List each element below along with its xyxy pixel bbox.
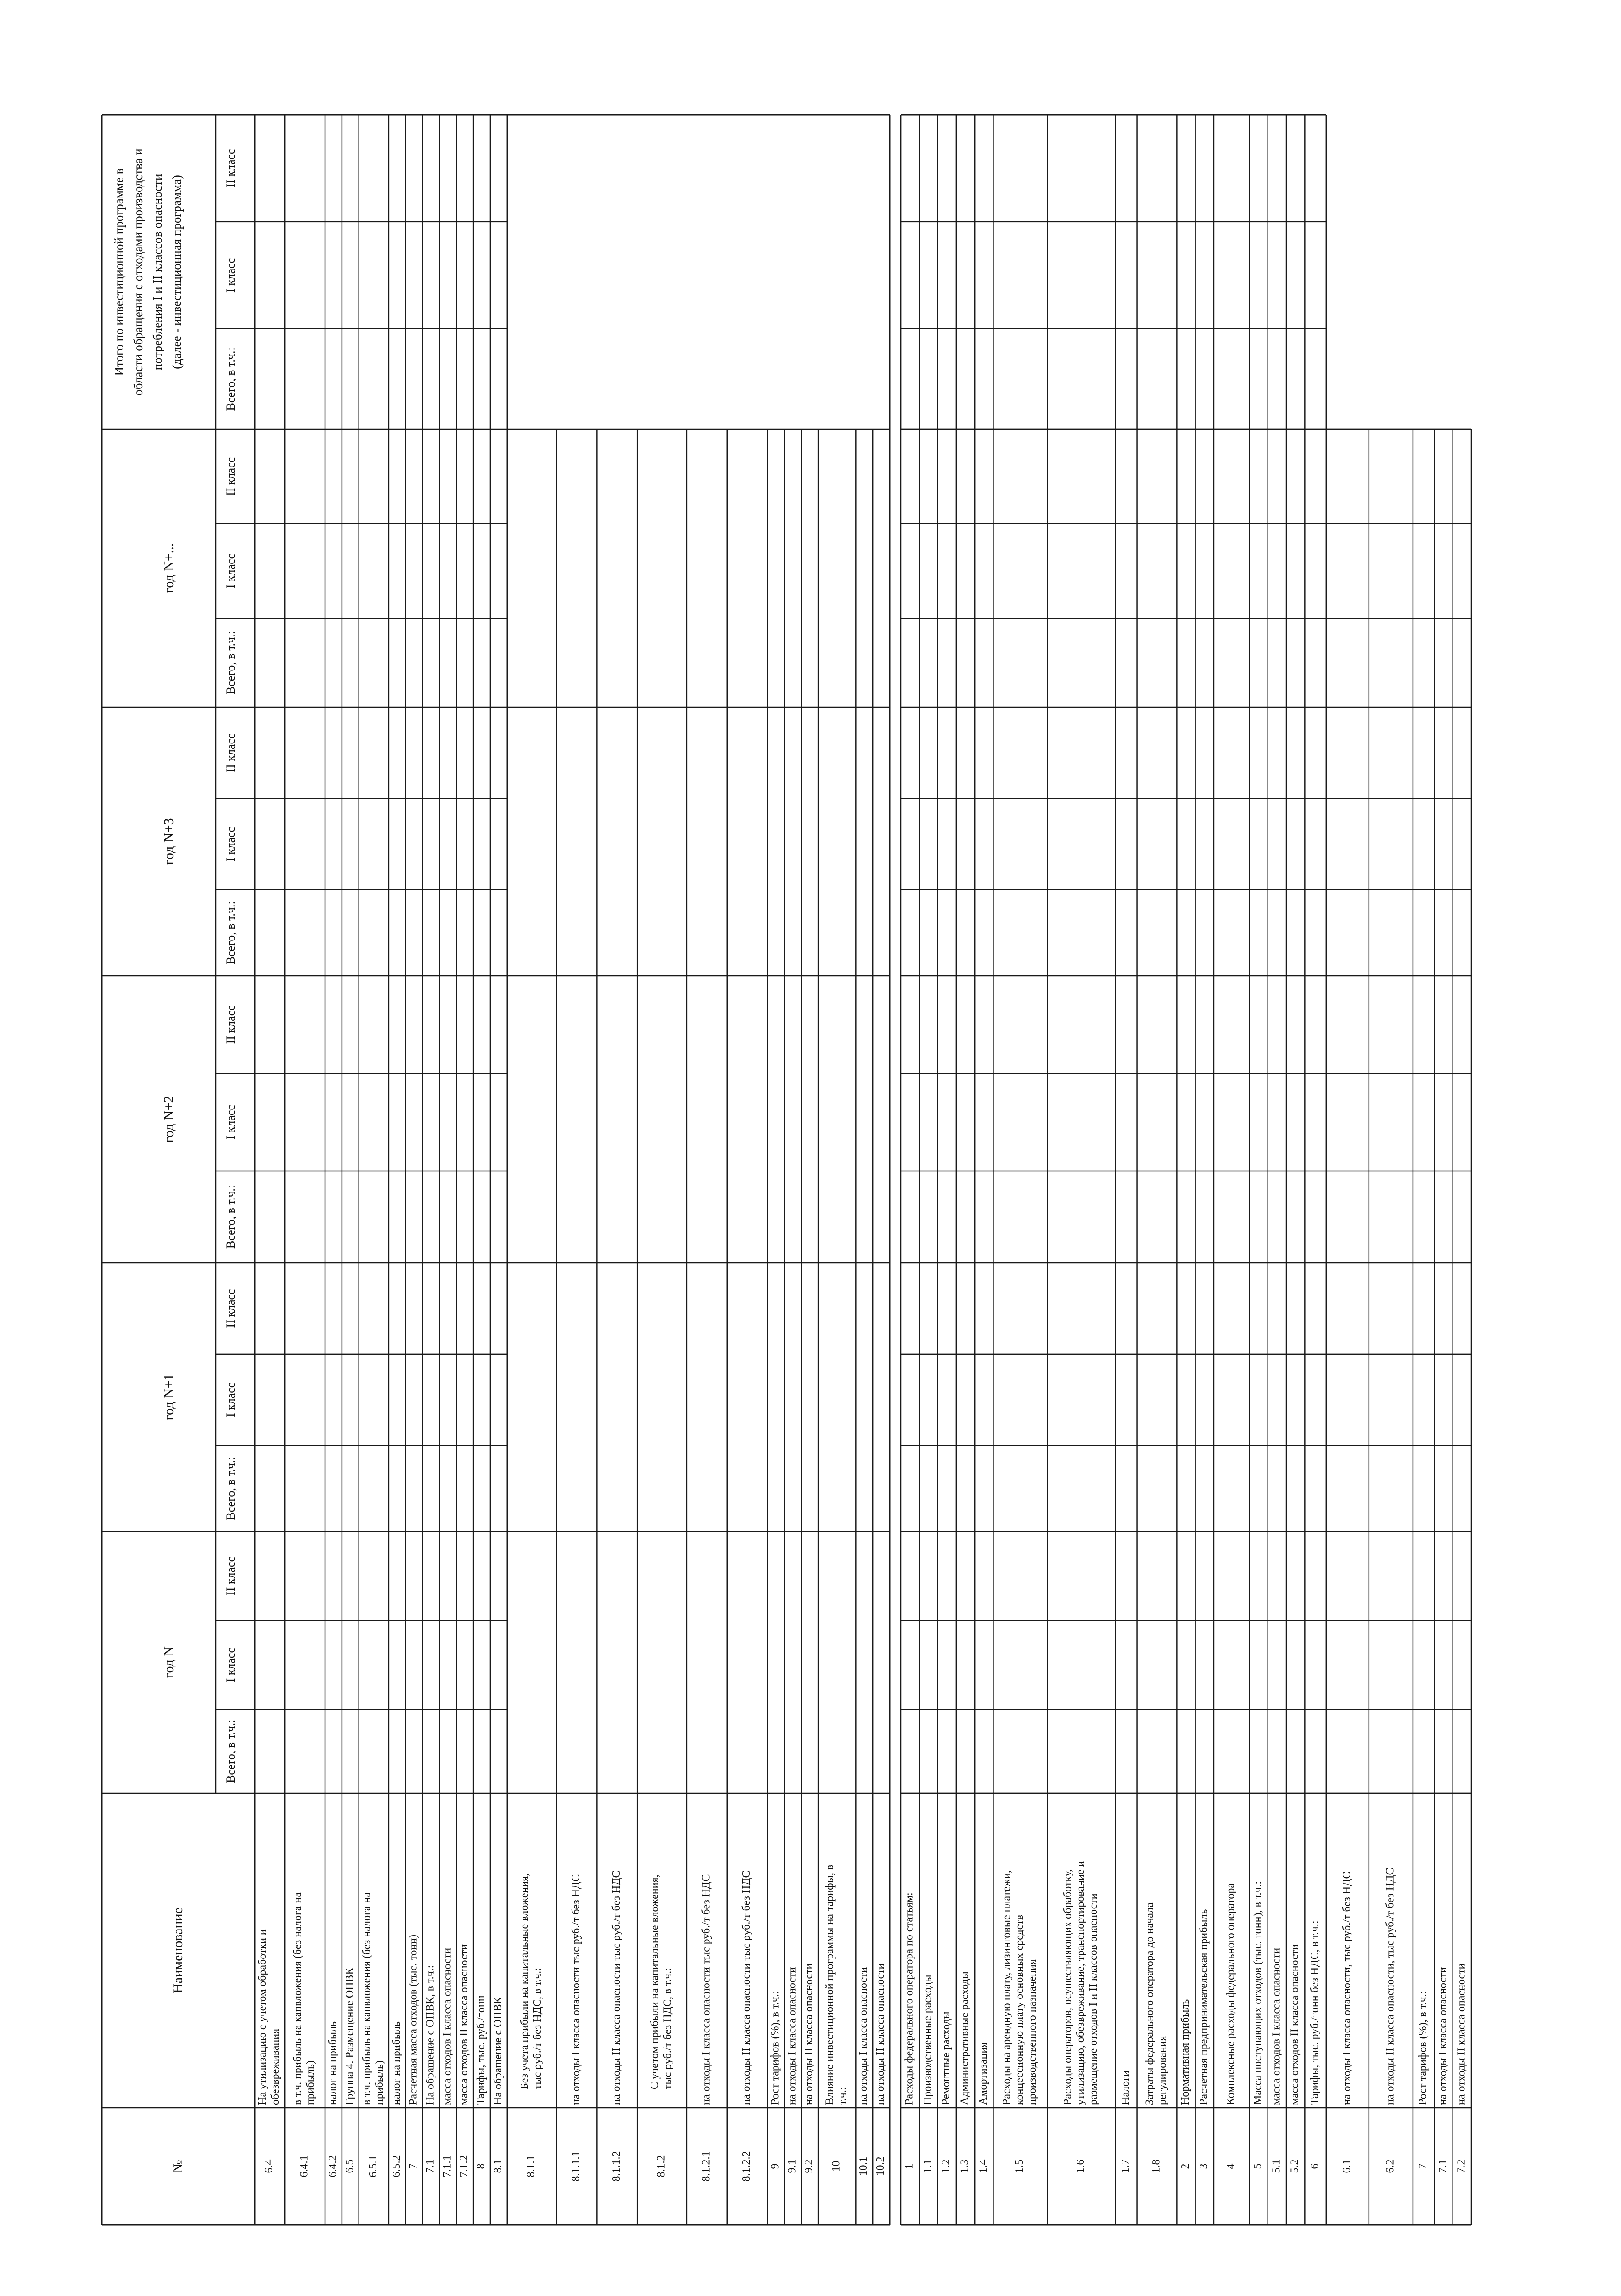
lower-row-num-19: 7.1 xyxy=(1437,2159,1449,2173)
header-sub-0-2: II класс xyxy=(224,1556,237,1595)
lower-row-num-13: 5.1 xyxy=(1270,2159,1283,2173)
upper-row-name-17-0: на отходы II класса опасности тыс руб./т без НДС xyxy=(740,1870,753,2105)
lower-row-name-7-0: Налоги xyxy=(1119,2071,1132,2105)
lower-row-num-10: 3 xyxy=(1198,2163,1210,2169)
lower-row-num-5: 1.5 xyxy=(1013,2159,1026,2173)
lower-row-name-8-0: Затраты федерального оператора до начала xyxy=(1144,1902,1156,2105)
upper-row-name-15-1: тыс руб./т без НДС, в т.ч.: xyxy=(662,1968,674,2089)
upper-row-name-5-0: налог на прибыль xyxy=(390,2021,403,2105)
upper-row-name-0-1: обезвреживания xyxy=(269,2028,282,2105)
lower-row-name-0-0: Расходы федерального оператора по статьям: xyxy=(903,1892,915,2105)
upper-row-num-4: 6.5.1 xyxy=(367,2155,379,2178)
upper-row-num-23: 10.2 xyxy=(875,2156,887,2176)
lower-row-num-0: 1 xyxy=(903,2163,915,2169)
lower-row-num-20: 7.2 xyxy=(1455,2159,1468,2173)
upper-row-name-12-0: Без учета прибыли на капитальные вложения, xyxy=(519,1873,531,2089)
lower-row-num-8: 1.8 xyxy=(1150,2159,1162,2173)
upper-row-num-17: 8.1.2.2 xyxy=(740,2151,753,2182)
upper-row-num-16: 8.1.2.1 xyxy=(700,2151,712,2182)
lower-row-name-17-0: на отходы II класса опасности, тыс руб./т без НДС xyxy=(1384,1868,1397,2105)
upper-row-name-15-0: С учетом прибыли на капитальные вложения, xyxy=(649,1874,661,2089)
header-sub-3-1: I класс xyxy=(224,827,237,862)
lower-row-num-9: 2 xyxy=(1179,2163,1192,2169)
lower-row-name-14-0: масса отходов II класса опасности xyxy=(1289,1944,1301,2105)
upper-row-num-21: 10 xyxy=(830,2161,842,2172)
lower-row-num-15: 6 xyxy=(1309,2163,1321,2169)
upper-row-name-0-0: На утилизацию с учетом обработки и xyxy=(257,1929,269,2105)
upper-row-name-23-0: на отходы II класса опасности xyxy=(875,1963,887,2105)
header-sub-1-0: Всего, в т.ч.: xyxy=(224,1457,237,1520)
upper-row-name-3-0: Группа 4. Размещение ОПВК xyxy=(343,1967,356,2105)
upper-row-name-9-0: масса отходов II класса опасности xyxy=(458,1944,471,2105)
header-total-line-2: потребления I и II классов опасности xyxy=(151,174,165,371)
lower-row-name-6-1: утилизацию, обезвреживание, транспортирование и xyxy=(1075,1861,1087,2105)
lower-row-num-11: 4 xyxy=(1225,2163,1237,2169)
lower-row-num-18: 7 xyxy=(1417,2163,1429,2169)
upper-row-num-1: 6.4.1 xyxy=(298,2155,310,2178)
header-total-sub-0: Всего, в т.ч.: xyxy=(224,347,237,411)
upper-row-num-13: 8.1.1.1 xyxy=(570,2151,582,2182)
lower-row-name-5-1: концессионную плату основных средств xyxy=(1013,1914,1026,2105)
upper-row-num-15: 8.1.2 xyxy=(655,2155,667,2178)
upper-row-name-18-0: Рост тарифов (%), в т.ч.: xyxy=(769,1991,781,2105)
lower-row-name-6-2: размещение отходов I и II классов опасности xyxy=(1088,1893,1100,2105)
upper-row-name-7-0: На обращение с ОПВК, в т.ч.: xyxy=(424,1965,437,2105)
upper-row-name-8-0: масса отходов I класса опасности xyxy=(441,1947,454,2105)
lower-row-name-5-0: Расходы на арендную плату, лизинговые платежи, xyxy=(1000,1870,1013,2105)
lower-row-name-15-0: Тарифы, тыс. руб./тонн без НДС, в т.ч.: xyxy=(1309,1920,1321,2105)
header-year-0: год N xyxy=(161,1646,176,1679)
header-total-line-3: (далее - инвестиционная программа) xyxy=(170,175,184,369)
header-sub-4-1: I класс xyxy=(224,553,237,589)
header-name: Наименование xyxy=(170,1908,185,1993)
upper-row-name-12-1: тыс руб./т без НДС, в т.ч.: xyxy=(532,1968,544,2089)
upper-row-name-4-0: в т.ч. прибыль на капвложения (без налога на xyxy=(360,1892,373,2105)
lower-row-name-9-0: Нормативная прибыль xyxy=(1179,1999,1192,2105)
upper-row-name-14-0: на отходы II класса опасности тыс руб./т без НДС xyxy=(610,1870,623,2105)
upper-row-name-6-0: Расчетная масса отходов (тыс. тонн) xyxy=(407,1934,420,2105)
header-sub-3-2: II класс xyxy=(224,733,237,772)
header-num: № xyxy=(170,2160,185,2173)
header-year-3: год N+3 xyxy=(161,818,176,865)
header-total-sub-1: I класс xyxy=(224,258,237,293)
upper-row-num-20: 9.2 xyxy=(803,2159,815,2173)
lower-row-num-14: 5.2 xyxy=(1289,2159,1301,2173)
lower-row-name-18-0: Рост тарифов (%), в т.ч.: xyxy=(1417,1991,1429,2105)
lower-row-num-7: 1.7 xyxy=(1119,2159,1132,2173)
upper-row-name-20-0: на отходы II класса опасности xyxy=(803,1963,815,2105)
lower-row-name-5-2: производственного назначения xyxy=(1026,1959,1038,2105)
upper-row-name-16-0: на отходы I класса опасности тыс руб./т без НДС xyxy=(700,1874,712,2105)
lower-row-name-10-0: Расчетная предпринимательская прибыль xyxy=(1198,1909,1210,2105)
upper-row-name-1-1: прибыль) xyxy=(304,2060,317,2105)
lower-row-name-20-0: на отходы II класса опасности xyxy=(1455,1963,1468,2105)
lower-row-num-1: 1.1 xyxy=(921,2159,934,2173)
upper-row-name-22-0: на отходы I класса опасности xyxy=(858,1967,870,2105)
upper-row-num-19: 9.1 xyxy=(786,2159,798,2173)
lower-row-name-16-0: на отходы I класса опасности, тыс руб./т без НДС xyxy=(1341,1871,1353,2105)
header-year-1: год N+1 xyxy=(161,1373,176,1421)
header-year-4: год N+... xyxy=(161,543,176,594)
upper-row-num-14: 8.1.1.2 xyxy=(610,2151,623,2182)
lower-row-name-13-0: масса отходов I класса опасности xyxy=(1270,1947,1283,2105)
header-year-2: год N+2 xyxy=(161,1096,176,1143)
header-sub-2-0: Всего, в т.ч.: xyxy=(224,1185,237,1249)
lower-row-num-2: 1.2 xyxy=(940,2159,953,2173)
lower-row-name-8-1: регулирования xyxy=(1156,2036,1169,2105)
upper-row-num-8: 7.1.1 xyxy=(441,2155,454,2178)
upper-row-num-12: 8.1.1 xyxy=(525,2155,538,2178)
header-sub-3-0: Всего, в т.ч.: xyxy=(224,901,237,965)
lower-row-name-3-0: Административные расходы xyxy=(959,1971,971,2105)
header-total-sub-2: II класс xyxy=(224,149,237,188)
header-total-line-0: Итого по инвестиционной программе в xyxy=(112,168,126,376)
lower-row-num-12: 5 xyxy=(1252,2163,1264,2169)
header-sub-4-0: Всего, в т.ч.: xyxy=(224,631,237,695)
lower-row-name-11-0: Комплексные расходы федерального оператора xyxy=(1225,1883,1237,2105)
upper-row-name-1-0: в т.ч. прибыль на капвложения (без налога на xyxy=(292,1892,304,2105)
upper-row-num-0: 6.4 xyxy=(263,2159,275,2173)
upper-row-name-10-0: Тарифы, тыс. руб./тонн xyxy=(475,1995,488,2105)
upper-row-name-2-0: налог на прибыль xyxy=(326,2021,339,2105)
upper-row-num-10: 8 xyxy=(475,2163,488,2169)
header-total-line-1: области обращения с отходами производства и xyxy=(131,148,146,396)
lower-row-num-6: 1.6 xyxy=(1075,2159,1087,2173)
header-sub-1-2: II класс xyxy=(224,1289,237,1328)
upper-row-name-21-0: Влияние инвестиционной программы на тарифы, в xyxy=(824,1864,836,2105)
upper-row-num-3: 6.5 xyxy=(343,2159,356,2173)
upper-row-num-7: 7.1 xyxy=(424,2159,437,2173)
upper-row-num-2: 6.4.2 xyxy=(326,2155,339,2178)
upper-row-name-4-1: прибыль) xyxy=(373,2060,386,2105)
lower-row-num-3: 1.3 xyxy=(959,2159,971,2173)
upper-row-num-22: 10.1 xyxy=(858,2156,870,2176)
header-sub-2-1: I класс xyxy=(224,1105,237,1140)
header-sub-0-0: Всего, в т.ч.: xyxy=(224,1719,237,1783)
upper-row-num-5: 6.5.2 xyxy=(390,2155,403,2178)
upper-row-name-11-0: На обращение с ОПВК xyxy=(492,1997,504,2105)
header-sub-4-2: II класс xyxy=(224,457,237,496)
lower-row-name-19-0: на отходы I класса опасности xyxy=(1437,1967,1449,2105)
lower-row-num-4: 1.4 xyxy=(977,2159,989,2173)
lower-row-num-17: 6.2 xyxy=(1384,2159,1397,2173)
upper-row-num-6: 7 xyxy=(407,2163,420,2169)
upper-row-num-11: 8.1 xyxy=(492,2159,504,2173)
upper-row-num-9: 7.1.2 xyxy=(458,2155,471,2178)
header-sub-0-1: I класс xyxy=(224,1648,237,1683)
lower-row-num-16: 6.1 xyxy=(1341,2159,1353,2173)
upper-row-name-13-0: на отходы I класса опасности тыс руб./т без НДС xyxy=(570,1874,582,2105)
lower-row-name-4-0: Амортизация xyxy=(977,2042,989,2105)
lower-row-name-2-0: Ремонтные расходы xyxy=(940,2011,953,2105)
upper-row-num-18: 9 xyxy=(769,2163,781,2169)
header-sub-2-2: II класс xyxy=(224,1005,237,1044)
upper-row-name-19-0: на отходы I класса опасности xyxy=(786,1967,798,2105)
lower-row-name-12-0: Масса поступающих отходов (тыс. тонн), в т.ч.: xyxy=(1252,1881,1264,2105)
lower-row-name-6-0: Расходы операторов, осуществляющих обработку, xyxy=(1062,1869,1074,2105)
header-sub-1-1: I класс xyxy=(224,1382,237,1418)
upper-row-name-21-1: т.ч.: xyxy=(836,2087,849,2105)
lower-row-name-1-0: Производственные расходы xyxy=(921,1975,934,2105)
